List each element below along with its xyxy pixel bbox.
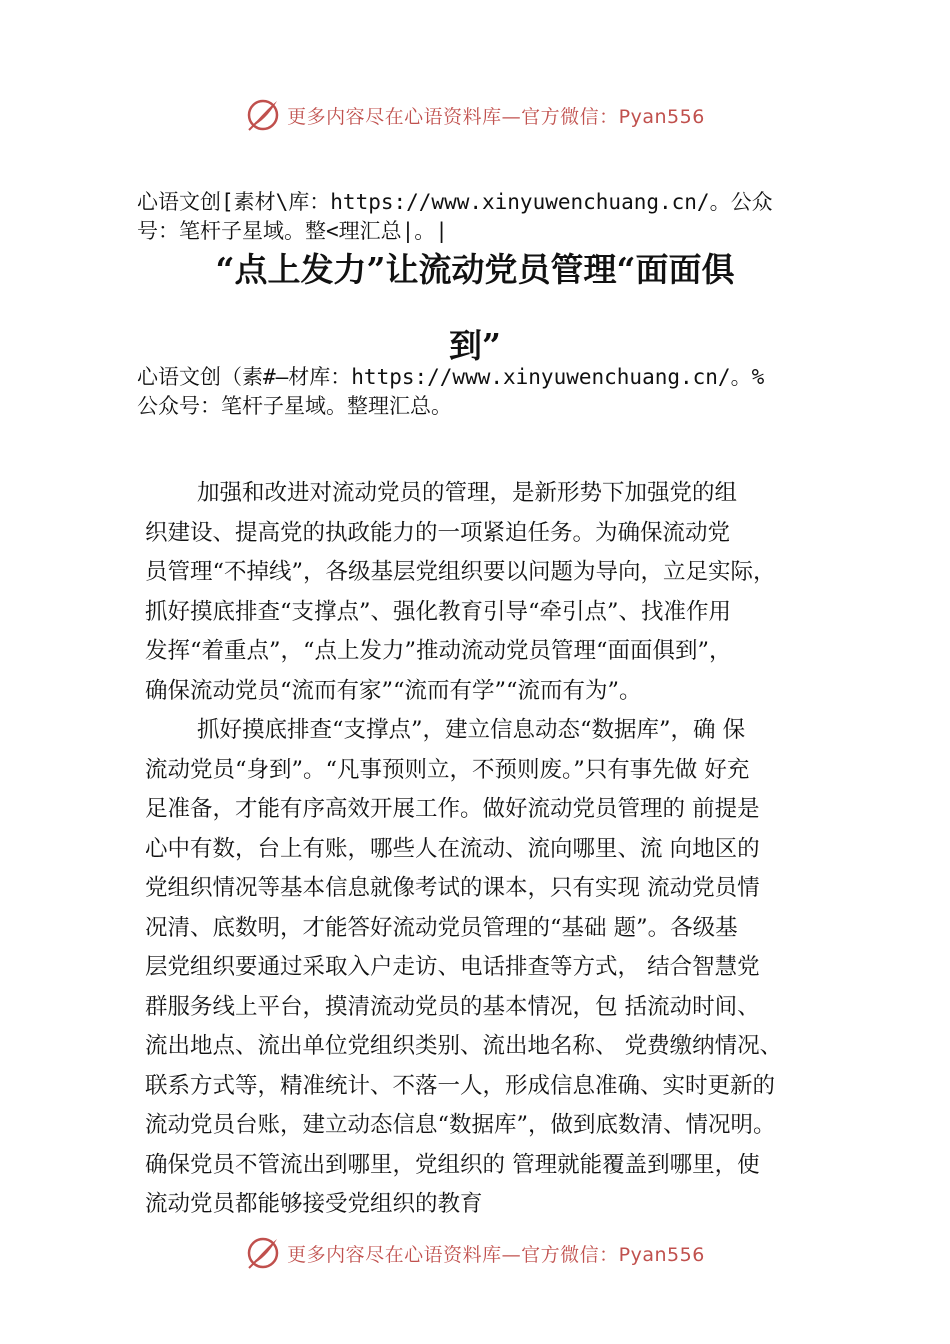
paragraph-line: 层党组织要通过采取入户走访、电话排查等方式， 结合智慧党: [145, 954, 760, 980]
paragraph-line: 加强和改进对流动党员的管理，是新形势下加强党的组: [197, 480, 738, 506]
footer-banner: [0, 1233, 950, 1273]
paragraph-line: 流动党员“身到”。“凡事预则立，不预则废。”只有事先做 好充: [145, 756, 750, 783]
paragraph-line: 党组织情况等基本信息就像考试的课本，只有实现 流动党员情: [145, 875, 760, 901]
paragraph-line: 抓好摸底排查“支撑点”、强化教育引导“牵引点”、找准作用: [145, 598, 732, 625]
document-title-line2: 到”: [449, 326, 501, 365]
source-note: 心语文创（素#—材库：https://www.xinyuwenchuang.cn/。% 公众号：笔杆子星域。整理汇总。: [137, 365, 765, 418]
banner-text: 更多内容尽在心语资料库—官方微信：Pyan556: [287, 1243, 705, 1266]
paragraph-line: 发挥“着重点”，“点上发力”推动流动党员管理“面面俱到”，: [145, 638, 732, 664]
paragraph-line: 流动党员都能够接受党组织的教育: [145, 1191, 483, 1217]
paragraph-line: 流动党员台账，建立动态信息“数据库”，做到底数清、情况明。: [145, 1112, 776, 1138]
paragraph-line: 联系方式等，精准统计、不落一人，形成信息准确、实时更新的: [145, 1072, 776, 1099]
document-title-line1: “点上发力”让流动党员管理“面面俱: [215, 250, 735, 289]
wechat-account: Pyan556: [618, 1243, 705, 1266]
paragraph-line: 群服务线上平台，摸清流动党员的基本情况，包 括流动时间、: [145, 993, 760, 1020]
paragraph-line: 确保党员不管流出到哪里，党组织的 管理就能覆盖到哪里，使: [145, 1151, 760, 1178]
paragraph-line: 抓好摸底排查“支撑点”，建立信息动态“数据库”，确 保: [197, 717, 746, 743]
paragraph-line: 织建设、提高党的执政能力的一项紧迫任务。为确保流动党: [145, 519, 731, 546]
source-note: 心语文创[素材\库：https://www.xinyuwenchuang.cn/。公众 号：笔杆子星域。整<理汇总|。|: [137, 190, 773, 243]
paragraph-line: 足准备，才能有序高效开展工作。做好流动党员管理的 前提是: [145, 796, 760, 822]
wechat-account: Pyan556: [618, 105, 705, 128]
paragraph-line: 心中有数，台上有账，哪些人在流动、流向哪里、流 向地区的: [145, 835, 760, 862]
paragraph-line: 况清、底数明，才能答好流动党员管理的“基础 题”。各级基: [145, 914, 738, 941]
article-body: [145, 474, 845, 1225]
banner-text: 更多内容尽在心语资料库—官方微信：Pyan556: [287, 105, 705, 128]
paragraph-line: 流出地点、流出单位党组织类别、流出地名称、 党费缴纳情况、: [145, 1033, 783, 1059]
paragraph-line: 员管理“不掉线”，各级基层党组织要以问题为导向，立足实际，: [145, 559, 776, 585]
quill-logo-icon: [245, 97, 281, 133]
paragraph-line: 确保流动党员“流而有家”“流而有学”“流而有为”。: [145, 677, 642, 704]
quill-logo-icon: [245, 1235, 281, 1271]
header-banner: [0, 95, 950, 135]
